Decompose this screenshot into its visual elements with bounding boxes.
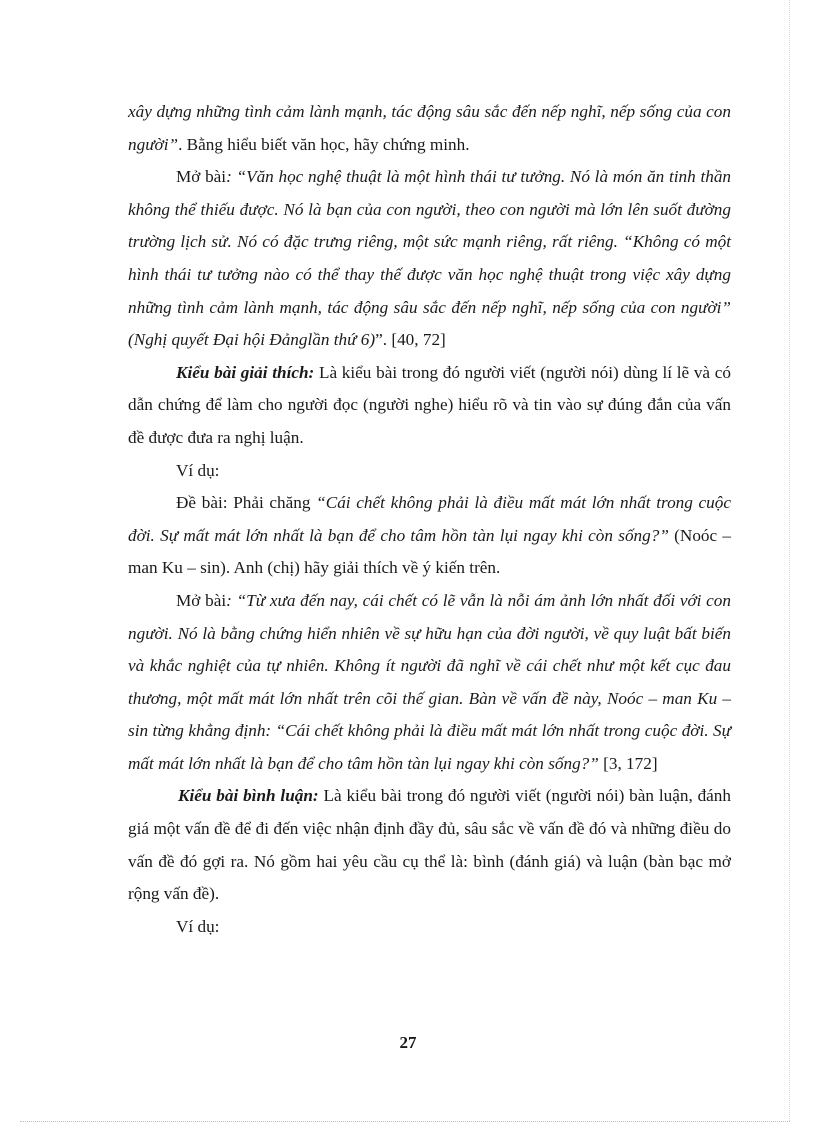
paragraph-topic-continuation <box>128 96 731 161</box>
body-text: Đề bài: Phải chăng <box>176 493 317 513</box>
intro-label: Mở bài <box>176 167 227 187</box>
paragraph-intro-example-1 <box>128 161 731 357</box>
quoted-text: : “Từ xưa đến nay, cái chết có lẽ vẫn là nỗi ám ảnh lớn nhất đối với con người. Nó là bằng chứng hiển nhiên về sự hữu hạn của đời người, về quy luật bất biến và khắc nghiệt của tự nhiên. Không ít người đã nghĩ về cái chết như một kết cục đau thương, một mất mát lớn nhất trên cõi thế gian. Bàn về vấn đề này, Noóc – man Ku – sin từng khẳng định: “Cái chết không phải là điều mất mát lớn nhất trong cuộc đời. Sự mất mát lớn nhất là bạn để cho tâm hồn tàn lụi ngay khi còn sống?” <box>128 590 731 773</box>
page-number: 27 <box>399 1033 417 1052</box>
body-text: Là kiểu bài trong đó người viết (người nói) dùng lí lẽ và có dẫn chứng để làm cho người đọc (người nghe) hiểu rõ và tin vào sự đúng đắn của vấn đề được đưa ra nghị luận. <box>128 362 731 447</box>
quoted-text: “Cái chết không phải là điều mất mát lớn nhất trong cuộc đời. Sự mất mát lớn nhất là bạn để cho tâm hồn tàn lụi ngay khi còn sống?” <box>128 493 731 545</box>
citation: ”. [40, 72] <box>375 330 446 350</box>
body-text: (Noóc – man Ku – sin). Anh (chị) hãy giải thích về ý kiến trên. <box>128 525 732 578</box>
body-text: . Bằng hiểu biết văn học, hãy chứng minh. <box>178 134 470 154</box>
page-edge-right <box>789 0 790 1121</box>
page-edge-divider <box>20 1121 790 1122</box>
paragraph-example-label: Ví dụ: <box>176 916 220 936</box>
quoted-text: : “Văn học nghệ thuật là một hình thái tư tưởng. Nó là món ăn tinh thần không thể thiếu được. Nó là bạn của con người, theo con người mà lớn lên suốt đường trường lịch sử. Nó có đặc trưng riêng, một sức mạnh riêng, rất riêng. “Không có một hình thái tư tưởng nào có thể thay thế được văn học nghệ thuật trong việc xây dựng những tình cảm lành mạnh, tác động sâu sắc đến nếp nghĩ, nếp sống của con người” (Nghị quyết Đại hội Đảnglần thứ 6) <box>128 167 732 350</box>
paragraph-intro-example-2 <box>128 585 731 781</box>
quoted-text: xây dựng những tình cảm lành mạnh, tác động sâu sắc đến nếp nghĩ, nếp sống của con người” <box>128 102 731 154</box>
section-term: Kiểu bài giải thích: <box>176 362 315 382</box>
document-body <box>128 96 731 943</box>
body-text: Là kiểu bài trong đó người viết (người nói) bàn luận, đánh giá một vấn đề để đi đến việc nhận định đầy đủ, sâu sắc về vấn đề đó và những điều do vấn đề đó gợi ra. Nó gồm hai yêu cầu cụ thể là: bình (đánh giá) và luận (bàn bạc mở rộng vấn đề). <box>128 786 731 904</box>
paragraph-prompt <box>128 487 731 585</box>
paragraph-commentary-type <box>128 780 731 910</box>
paragraph-example-label: Ví dụ: <box>176 460 220 480</box>
section-term: Kiểu bài bình luận: <box>178 786 319 806</box>
paragraph-explanatory-type <box>128 357 731 455</box>
citation: [3, 172] <box>598 753 658 773</box>
intro-label: Mở bài <box>176 590 227 610</box>
